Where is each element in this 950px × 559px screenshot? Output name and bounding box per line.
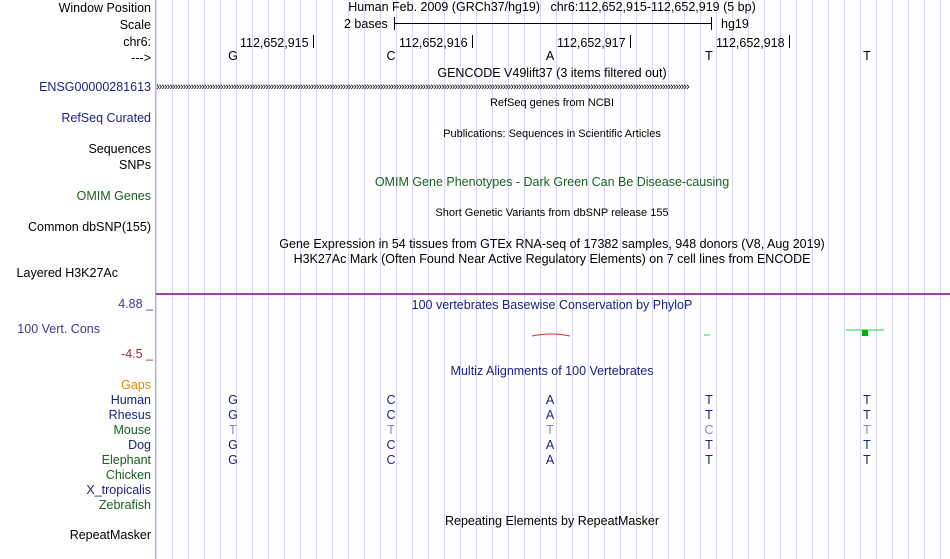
- coordinate-tick-4: [789, 35, 790, 48]
- label-dbsnp-track[interactable]: Common dbSNP(155): [28, 220, 151, 234]
- species-label-chicken: Chicken: [105, 468, 151, 482]
- label-chrom: chr6:: [123, 35, 151, 49]
- coordinate-label-4: 112,652,918: [716, 36, 785, 50]
- scale-bar-label: 2 bases: [344, 17, 388, 31]
- phylop-track-title[interactable]: 100 vertebrates Basewise Conservation by PhyloP: [411, 298, 693, 312]
- label-gaps: Gaps: [121, 378, 151, 392]
- phylop-signal-plot: [156, 320, 950, 342]
- label-cons-track[interactable]: 100 Vert. Cons: [17, 322, 100, 336]
- dbsnp-track-title[interactable]: Short Genetic Variants from dbSNP release 155: [435, 207, 669, 219]
- gtex-track-title[interactable]: Gene Expression in 54 tissues from GTEx RNA-seq of 17382 samples, 948 donors (V8, Aug 2019): [279, 237, 825, 251]
- species-label-rhesus: Rhesus: [108, 408, 151, 422]
- h3k27ac-track-title[interactable]: H3K27Ac Mark (Often Found Near Active Regulatory Elements) on 7 cell lines from ENCODE: [293, 252, 811, 266]
- publications-track-title[interactable]: Publications: Sequences in Scientific Articles: [443, 128, 661, 140]
- alignment-base-elephant: G: [228, 453, 238, 467]
- omim-track-title[interactable]: OMIM Gene Phenotypes - Dark Green Can Be Disease-causing: [374, 175, 730, 189]
- gene-strand-arrows[interactable]: ››››››››››››››››››››››››››››››››››››››››››››››››››››››››››››››››››››››››››››››››››››››››››››››››››››››››››››››››››››››››››››››››››››››››››››››››››››››››››››››››››››››››››››››››››››››››››››››››››››››››: [156, 81, 689, 93]
- label-h3k27ac-track[interactable]: Layered H3K27Ac: [16, 266, 118, 280]
- repeatmasker-track-title[interactable]: Repeating Elements by RepeatMasker: [444, 514, 660, 528]
- alignment-base-human: C: [386, 393, 396, 407]
- label-scale: Scale: [119, 18, 151, 32]
- alignment-base-rhesus: G: [228, 408, 238, 422]
- alignment-base-mouse: T: [229, 423, 237, 437]
- scale-bar-db: hg19: [721, 17, 749, 31]
- label-omim-track[interactable]: OMIM Genes: [76, 189, 151, 203]
- label-gene-track[interactable]: ENSG00000281613: [39, 80, 151, 94]
- refseq-track-title[interactable]: RefSeq genes from NCBI: [489, 97, 615, 109]
- species-label-human: Human: [110, 393, 151, 407]
- alignment-base-human: G: [228, 393, 238, 407]
- species-label-mouse: Mouse: [113, 423, 151, 437]
- label-strand[interactable]: --->: [131, 51, 151, 65]
- alignment-base-elephant: C: [386, 453, 396, 467]
- reference-base: T: [863, 49, 871, 63]
- reference-base: G: [228, 49, 238, 63]
- coordinate-label-2: 112,652,916: [399, 36, 468, 50]
- label-repeatmasker-track[interactable]: RepeatMasker: [69, 528, 151, 542]
- coordinate-tick-2: [472, 35, 473, 48]
- coordinate-label-3: 112,652,917: [557, 36, 626, 50]
- label-window-position: Window Position: [58, 1, 151, 15]
- alignment-base-mouse: C: [704, 423, 714, 437]
- cons-min-value: -4.5 _: [121, 347, 153, 361]
- track-divider: [156, 293, 950, 295]
- alignment-base-dog: T: [863, 438, 871, 452]
- coordinate-tick-1: [313, 35, 314, 48]
- scale-bar-right-tick: [711, 17, 712, 30]
- label-sequences-track[interactable]: Sequences: [88, 142, 151, 156]
- alignment-base-elephant: T: [705, 453, 713, 467]
- alignment-base-rhesus: T: [705, 408, 713, 422]
- alignment-base-dog: T: [705, 438, 713, 452]
- species-label-zebrafish: Zebrafish: [98, 498, 151, 512]
- alignment-base-rhesus: T: [863, 408, 871, 422]
- alignment-base-mouse: T: [546, 423, 554, 437]
- alignment-base-dog: A: [545, 438, 555, 452]
- species-label-elephant: Elephant: [101, 453, 151, 467]
- coordinate-label-1: 112,652,915: [240, 36, 309, 50]
- assembly-name: Human Feb. 2009 (GRCh37/hg19): [348, 0, 541, 14]
- alignment-base-elephant: A: [545, 453, 555, 467]
- gencode-track-title[interactable]: GENCODE V49lift37 (3 items filtered out): [437, 66, 667, 80]
- alignment-base-human: T: [705, 393, 713, 407]
- alignment-base-elephant: T: [863, 453, 871, 467]
- reference-base: A: [545, 49, 555, 63]
- alignment-base-dog: C: [386, 438, 396, 452]
- species-label-x-tropicalis: X_tropicalis: [86, 483, 151, 497]
- reference-base: C: [386, 49, 396, 63]
- alignment-base-rhesus: C: [386, 408, 396, 422]
- alignment-base-rhesus: A: [545, 408, 555, 422]
- alignment-base-dog: G: [228, 438, 238, 452]
- cons-max-value: 4.88 _: [118, 297, 153, 311]
- label-snps-track[interactable]: SNPs: [119, 158, 151, 172]
- window-position-text: [348, 0, 755, 15]
- alignment-base-human: T: [863, 393, 871, 407]
- multiz-track-title[interactable]: Multiz Alignments of 100 Vertebrates: [450, 364, 654, 378]
- species-label-dog: Dog: [128, 438, 151, 452]
- scale-bar-line: [394, 23, 711, 24]
- reference-base: T: [705, 49, 713, 63]
- alignment-base-human: A: [545, 393, 555, 407]
- track-labels-column: [0, 0, 156, 559]
- coordinate-tick-3: [630, 35, 631, 48]
- alignment-base-mouse: T: [863, 423, 871, 437]
- label-refseq-track[interactable]: RefSeq Curated: [61, 111, 151, 125]
- genome-browser-track-area[interactable]: [156, 0, 950, 559]
- alignment-base-mouse: T: [387, 423, 395, 437]
- window-coordinates: chr6:112,652,915-112,652,919 (5 bp): [550, 0, 756, 14]
